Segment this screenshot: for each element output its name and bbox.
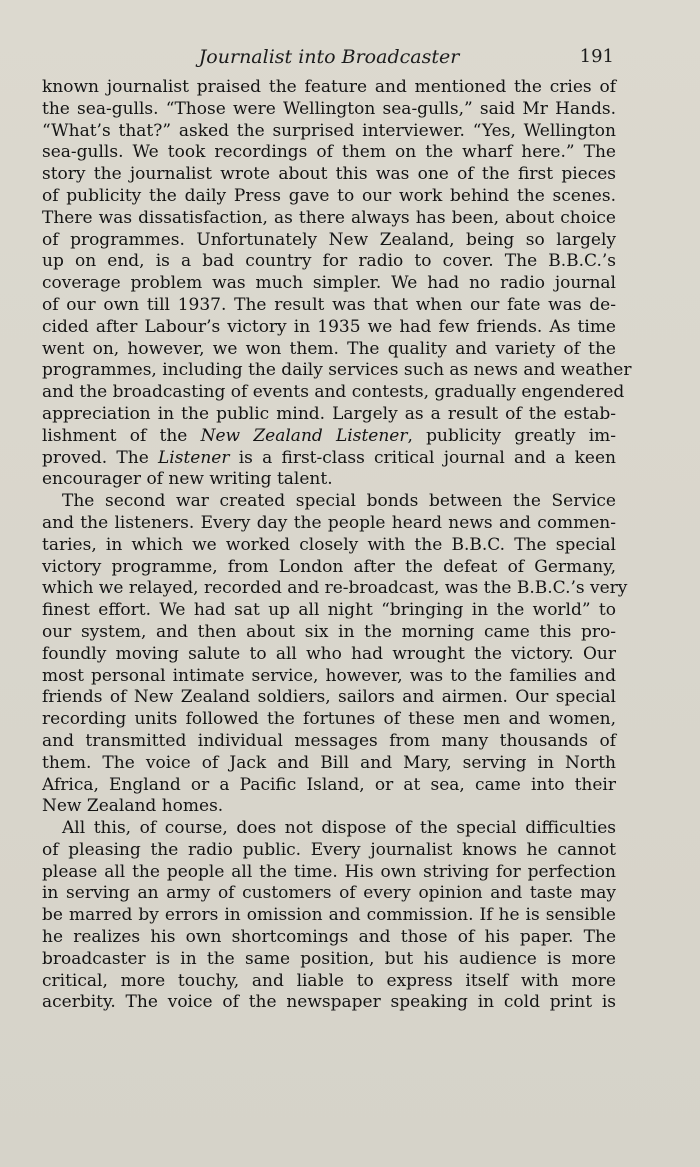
body-text <box>42 77 632 1014</box>
text-line: and the listeners. Every day the people heard news and commen- <box>42 512 616 533</box>
text-line: known journalist praised the feature and mentioned the cries of <box>42 77 616 97</box>
text-line: recording units followed the fortunes of these men and women, <box>42 709 616 730</box>
text-line: of publicity the daily Press gave to our work behind the scenes. <box>42 185 616 206</box>
text-line: taries, in which we worked closely with the B.B.C. The special <box>42 534 616 555</box>
text-line: There was dissatisfaction, as there always has been, about choice <box>42 207 616 228</box>
text-line: up on end, is a bad country for radio to cover. The B.B.C.’s <box>42 251 616 272</box>
text-line: our system, and then about six in the morning came this pro- <box>42 621 616 642</box>
text-line: of programmes. Unfortunately New Zealand, being so largely <box>42 229 616 250</box>
text-line: and transmitted individual messages from many thousands of <box>42 730 616 751</box>
text-line: story the journalist wrote about this was one of the first pieces <box>42 164 616 185</box>
text-line: The second war created special bonds between the Service <box>62 491 616 512</box>
text-line: be marred by errors in omission and commission. If he is sensible <box>42 905 616 926</box>
paragraph-1 <box>42 77 632 491</box>
text-line: encourager of new writing talent. <box>42 469 333 490</box>
text-line: coverage problem was much simpler. We had no radio journal <box>42 273 616 294</box>
italic-title: Listener <box>158 447 230 468</box>
text-line: and the broadcasting of events and contests, gradually engendered <box>42 382 625 403</box>
text-line <box>42 426 616 448</box>
text-line: went on, however, we won them. The quality and variety of the <box>42 338 616 359</box>
paragraph-2 <box>42 491 628 818</box>
text-line: friends of New Zealand soldiers, sailors and airmen. Our special <box>42 687 616 708</box>
text-line: he realizes his own shortcomings and those of his paper. The <box>42 927 616 948</box>
text-line: please all the people all the time. His own striving for perfection <box>42 861 616 882</box>
text-line: which we relayed, recorded and re-broadcast, was the B.B.C.’s very <box>42 578 628 599</box>
text-line: broadcaster is in the same position, but his audience is more <box>42 948 616 969</box>
paragraph-3 <box>42 818 616 1014</box>
running-title: Journalist into Broadcaster <box>198 46 460 68</box>
text-line <box>42 448 616 470</box>
text-line: appreciation in the public mind. Largely as a result of the estab- <box>42 403 616 424</box>
text-line: of pleasing the radio public. Every journalist knows he cannot <box>42 839 616 860</box>
text-line: cided after Labour’s victory in 1935 we had few friends. As time <box>42 316 616 337</box>
text-line: victory programme, from London after the defeat of Germany, <box>42 556 616 577</box>
text-line: the sea-gulls. “Those were Wellington sea-gulls,” said Mr Hands. <box>42 98 616 119</box>
text-line: most personal intimate service, however, was to the families and <box>42 665 616 686</box>
text-line: “What’s that?” asked the surprised interviewer. “Yes, Wellington <box>42 120 616 141</box>
text-line: in serving an army of customers of every opinion and taste may <box>42 883 616 904</box>
text-run: proved. The <box>42 447 159 468</box>
page-number: 191 <box>579 46 614 67</box>
text-line: sea-gulls. We took recordings of them on the wharf here.” The <box>42 142 616 163</box>
text-line: acerbity. The voice of the newspaper speaking in cold print is <box>42 992 616 1013</box>
text-run: , publicity greatly im- <box>407 425 616 446</box>
text-run: is a first-class critical journal and a keen <box>229 447 616 468</box>
text-run: lishment of the <box>42 425 201 446</box>
italic-title: New Zealand Listener <box>200 425 408 446</box>
text-line: New Zealand homes. <box>42 796 224 817</box>
text-line: Africa, England or a Pacific Island, or at sea, came into their <box>42 774 616 795</box>
text-line: critical, more touchy, and liable to express itself with more <box>42 970 616 991</box>
text-line: All this, of course, does not dispose of the special difficulties <box>62 818 616 839</box>
text-line: them. The voice of Jack and Bill and Mary, serving in North <box>42 752 616 773</box>
text-line: of our own till 1937. The result was that when our fate was de- <box>42 294 616 315</box>
text-line: programmes, including the daily services such as news and weather <box>42 360 632 381</box>
text-line: foundly moving salute to all who had wrought the victory. Our <box>42 643 616 664</box>
running-head <box>44 44 614 74</box>
text-line: finest effort. We had sat up all night “bringing in the world” to <box>42 600 616 621</box>
